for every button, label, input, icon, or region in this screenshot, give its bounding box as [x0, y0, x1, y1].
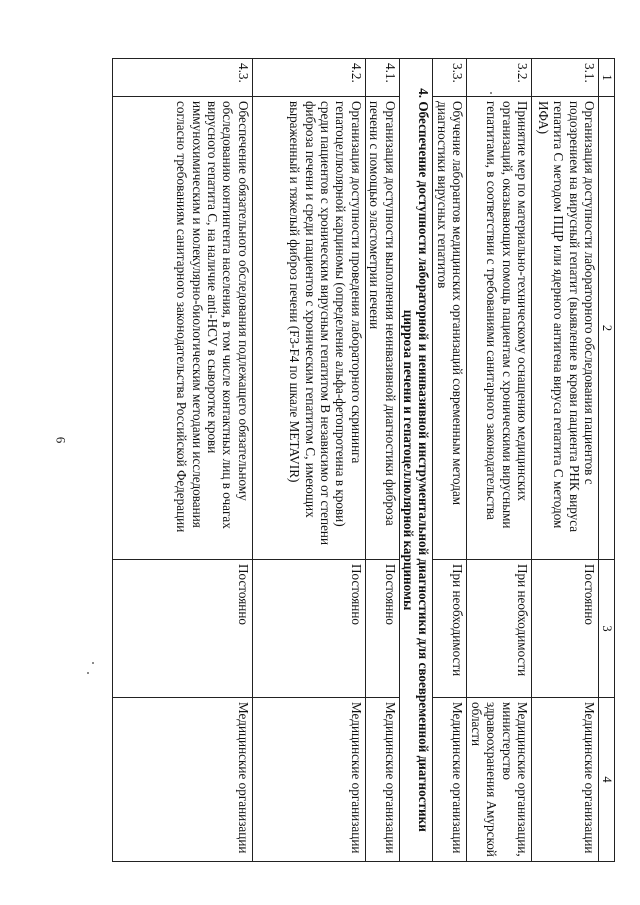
row-executor: Медицинские организации — [365, 698, 399, 862]
rotated-table-container — [110, 58, 615, 861]
section-row — [399, 59, 433, 862]
table-row — [365, 59, 399, 862]
table-row — [467, 59, 532, 862]
row-number: 4.2. — [252, 59, 365, 97]
row-number: 3.2. — [467, 59, 532, 97]
row-task: Обеспечение обязательного обследования подлежащего обязательному обследованию контингента населения, в том числе контактных лиц в очагах вирусного гепатита С, на наличие anti-HCV в сыворотке крови иммунохимическим и молекулярно-биологическим методами исследования согласно требованиям санитарного законодательства Российской Федерации — [112, 97, 252, 560]
row-executor: Медицинские организации — [112, 698, 252, 862]
row-number: 3.3. — [433, 59, 467, 97]
row-term: Постоянно — [365, 560, 399, 698]
header-cell: 4 — [599, 698, 615, 862]
section-title: 4. Обеспечение доступности лабораторной и неинвазивной инструментальной диагностики для своевременной диагностики цирроза печени и гепатоцеллюлярной карциномы — [399, 59, 433, 862]
row-task: Организация доступности проведения лабораторного скрининга гепатоцеллюлярной карциномы (определение альфа-фетопротеина в крови) среди пациентов с хроническим вирусным гепатитом В независимо от степени фиброза печени и среди пациентов с хроническим гепатитом С, имеющих выраженный и тяжелый фиброз печени (F3-F4 по шкале METAVIR) — [252, 97, 365, 560]
row-term: При необходимости — [467, 560, 532, 698]
table-row — [252, 59, 365, 862]
row-term: Постоянно — [252, 560, 365, 698]
header-cell: 1 — [599, 59, 615, 97]
row-number: 4.3. — [112, 59, 252, 97]
scan-speck — [92, 662, 94, 664]
page-number: 6 — [53, 436, 69, 444]
row-number: 4.1. — [365, 59, 399, 97]
row-executor: Медицинские организации — [252, 698, 365, 862]
row-term: Постоянно — [112, 560, 252, 698]
table-row — [532, 59, 599, 862]
row-executor: Медицинские организации — [532, 698, 599, 862]
table-header-row — [599, 59, 615, 862]
scan-speck — [490, 92, 492, 94]
row-task: Принятие мер по материально-техническому оснащению медицинских организаций, оказывающих помощь пациентам с хроническими вирусными гепатитами, в соответствии с требованиями санитарного законодательства — [467, 97, 532, 560]
header-cell: 3 — [599, 560, 615, 698]
measures-table — [112, 58, 615, 862]
row-task: Обучение лаборантов медицинских организаций современным методам диагностики вирусных гепатитов — [433, 97, 467, 560]
header-cell: 2 — [599, 97, 615, 560]
scan-speck — [87, 672, 89, 674]
row-task: Организация доступности выполнения неинвазивной диагностики фиброза печени с помощью эластометрии печени — [365, 97, 399, 560]
row-term: При необходимости — [433, 560, 467, 698]
row-task: Организация доступности лабораторного обследования пациентов с подозрением на вирусный гепатит (выявление в крови пациента РНК вируса гепатита С методом ПЦР или ядерного антигена вируса гепатита С методом ИФА) — [532, 97, 599, 560]
row-term: Постоянно — [532, 560, 599, 698]
row-number: 3.1. — [532, 59, 599, 97]
table-row — [433, 59, 467, 862]
row-executor: Медицинские организации, министерство здравоохранения Амурской области — [467, 698, 532, 862]
row-executor: Медицинские организации — [433, 698, 467, 862]
table-row — [112, 59, 252, 862]
